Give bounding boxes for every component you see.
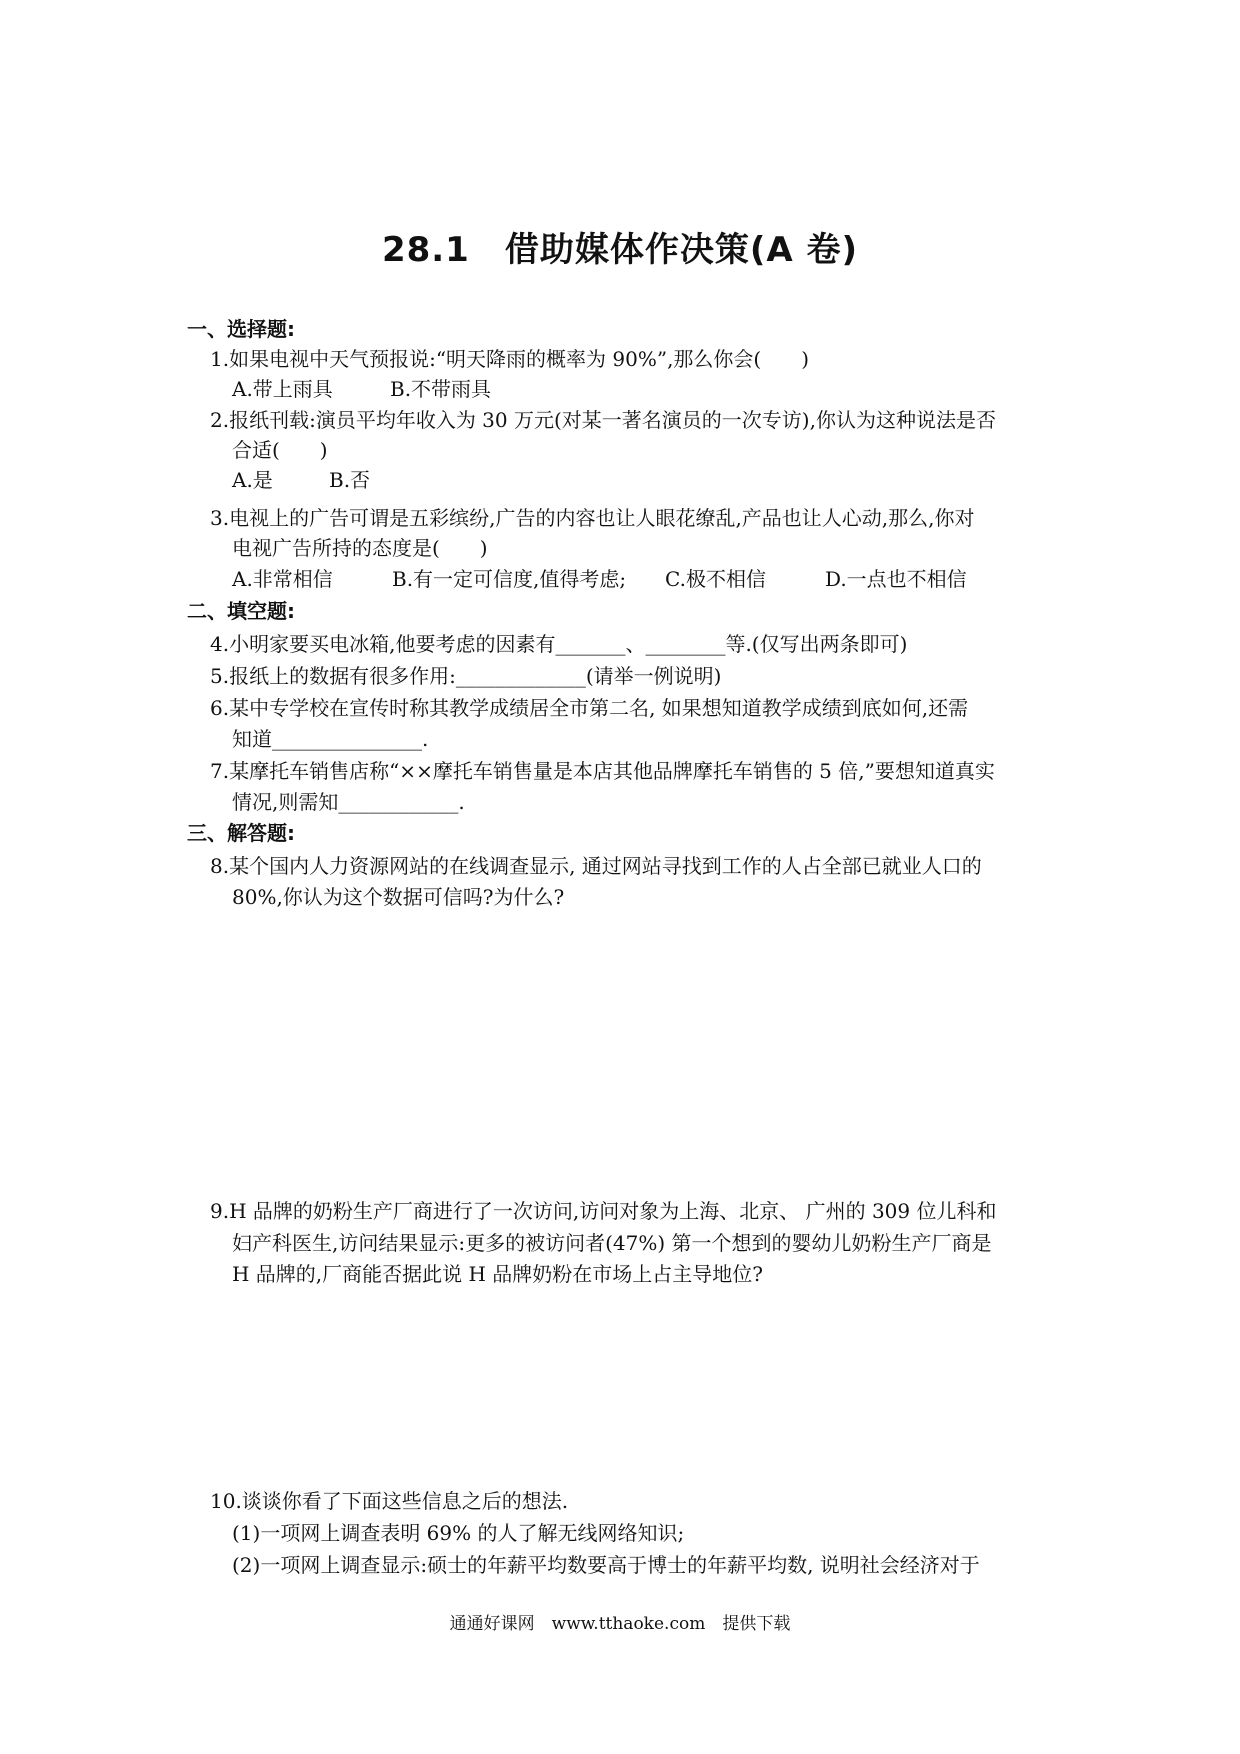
question-8-line-1: 8.某个国内人力资源网站的在线调查显示, 通过网站寻找到工作的人占全部已就业人口的 (210, 854, 982, 878)
question-2-line-2: 合适( ) (232, 438, 328, 462)
question-7-line-1: 7.某摩托车销售店称“××摩托车销售量是本店其他品牌摩托车销售的 5 倍,”要想知道真实 (210, 759, 995, 783)
question-1-options (232, 374, 491, 404)
question-1-option-a: A.带上雨具 (232, 377, 333, 401)
question-3-line-2: 电视广告所持的态度是( ) (232, 536, 488, 560)
question-2-option-b: B.否 (329, 468, 371, 492)
question-9-line-3: H 品牌的,厂商能否据此说 H 品牌奶粉在市场上占主导地位? (232, 1262, 764, 1286)
question-3-options (232, 564, 967, 594)
question-2-line-1: 2.报纸刊载:演员平均年收入为 30 万元(对某一著名演员的一次专访),你认为这种说法是否 (210, 408, 996, 432)
section-heading-choice: 一、选择题: (187, 317, 295, 341)
question-3-option-a: A.非常相信 (232, 567, 333, 591)
question-9-line-2: 妇产科医生,访问结果显示:更多的被访问者(47%) 第一个想到的婴幼儿奶粉生产厂商是 (232, 1231, 992, 1255)
question-1-option-b: B.不带雨具 (390, 377, 492, 401)
question-3-option-b: B.有一定可信度,值得考虑; (392, 567, 627, 591)
question-7-line-2: 情况,则需知____________. (232, 790, 465, 814)
question-10-item-2: (2)一项网上调查显示:硕士的年薪平均数要高于博士的年薪平均数, 说明社会经济对于 (232, 1553, 980, 1577)
question-8-line-2: 80%,你认为这个数据可信吗?为什么? (232, 885, 565, 909)
question-6-line-1: 6.某中专学校在宣传时称其教学成绩居全市第二名, 如果想知道教学成绩到底如何,还需 (210, 696, 969, 720)
question-3-line-1: 3.电视上的广告可谓是五彩缤纷,广告的内容也让人眼花缭乱,产品也让人心动,那么,你对 (210, 506, 975, 530)
question-10-item-1: (1)一项网上调查表明 69% 的人了解无线网络知识; (232, 1521, 685, 1545)
question-2-option-a: A.是 (232, 468, 273, 492)
question-2-options (232, 465, 370, 495)
question-10-line-1: 10.谈谈你看了下面这些信息之后的想法. (210, 1489, 569, 1513)
section-heading-answer: 三、解答题: (187, 821, 295, 845)
question-3-option-d: D.一点也不相信 (825, 567, 967, 591)
page-title: 28.1 借助媒体作决策(A 卷) (381, 230, 859, 270)
question-4-text: 4.小明家要买电冰箱,他要考虑的因素有_______、________等.(仅写出两条即可) (210, 632, 908, 656)
page-footer: 通通好课网 www.tthaoke.com 提供下载 (449, 1614, 791, 1634)
question-3-option-c: C.极不相信 (665, 567, 766, 591)
question-9-line-1: 9.H 品牌的奶粉生产厂商进行了一次访问,访问对象为上海、北京、 广州的 309 位儿科和 (210, 1199, 997, 1223)
question-5-text: 5.报纸上的数据有很多作用:_____________(请举一例说明) (210, 664, 722, 688)
question-1-text: 1.如果电视中天气预报说:“明天降雨的概率为 90%”,那么你会( ) (210, 347, 810, 371)
question-6-line-2: 知道_______________. (232, 727, 429, 751)
section-heading-fill: 二、填空题: (187, 599, 295, 623)
